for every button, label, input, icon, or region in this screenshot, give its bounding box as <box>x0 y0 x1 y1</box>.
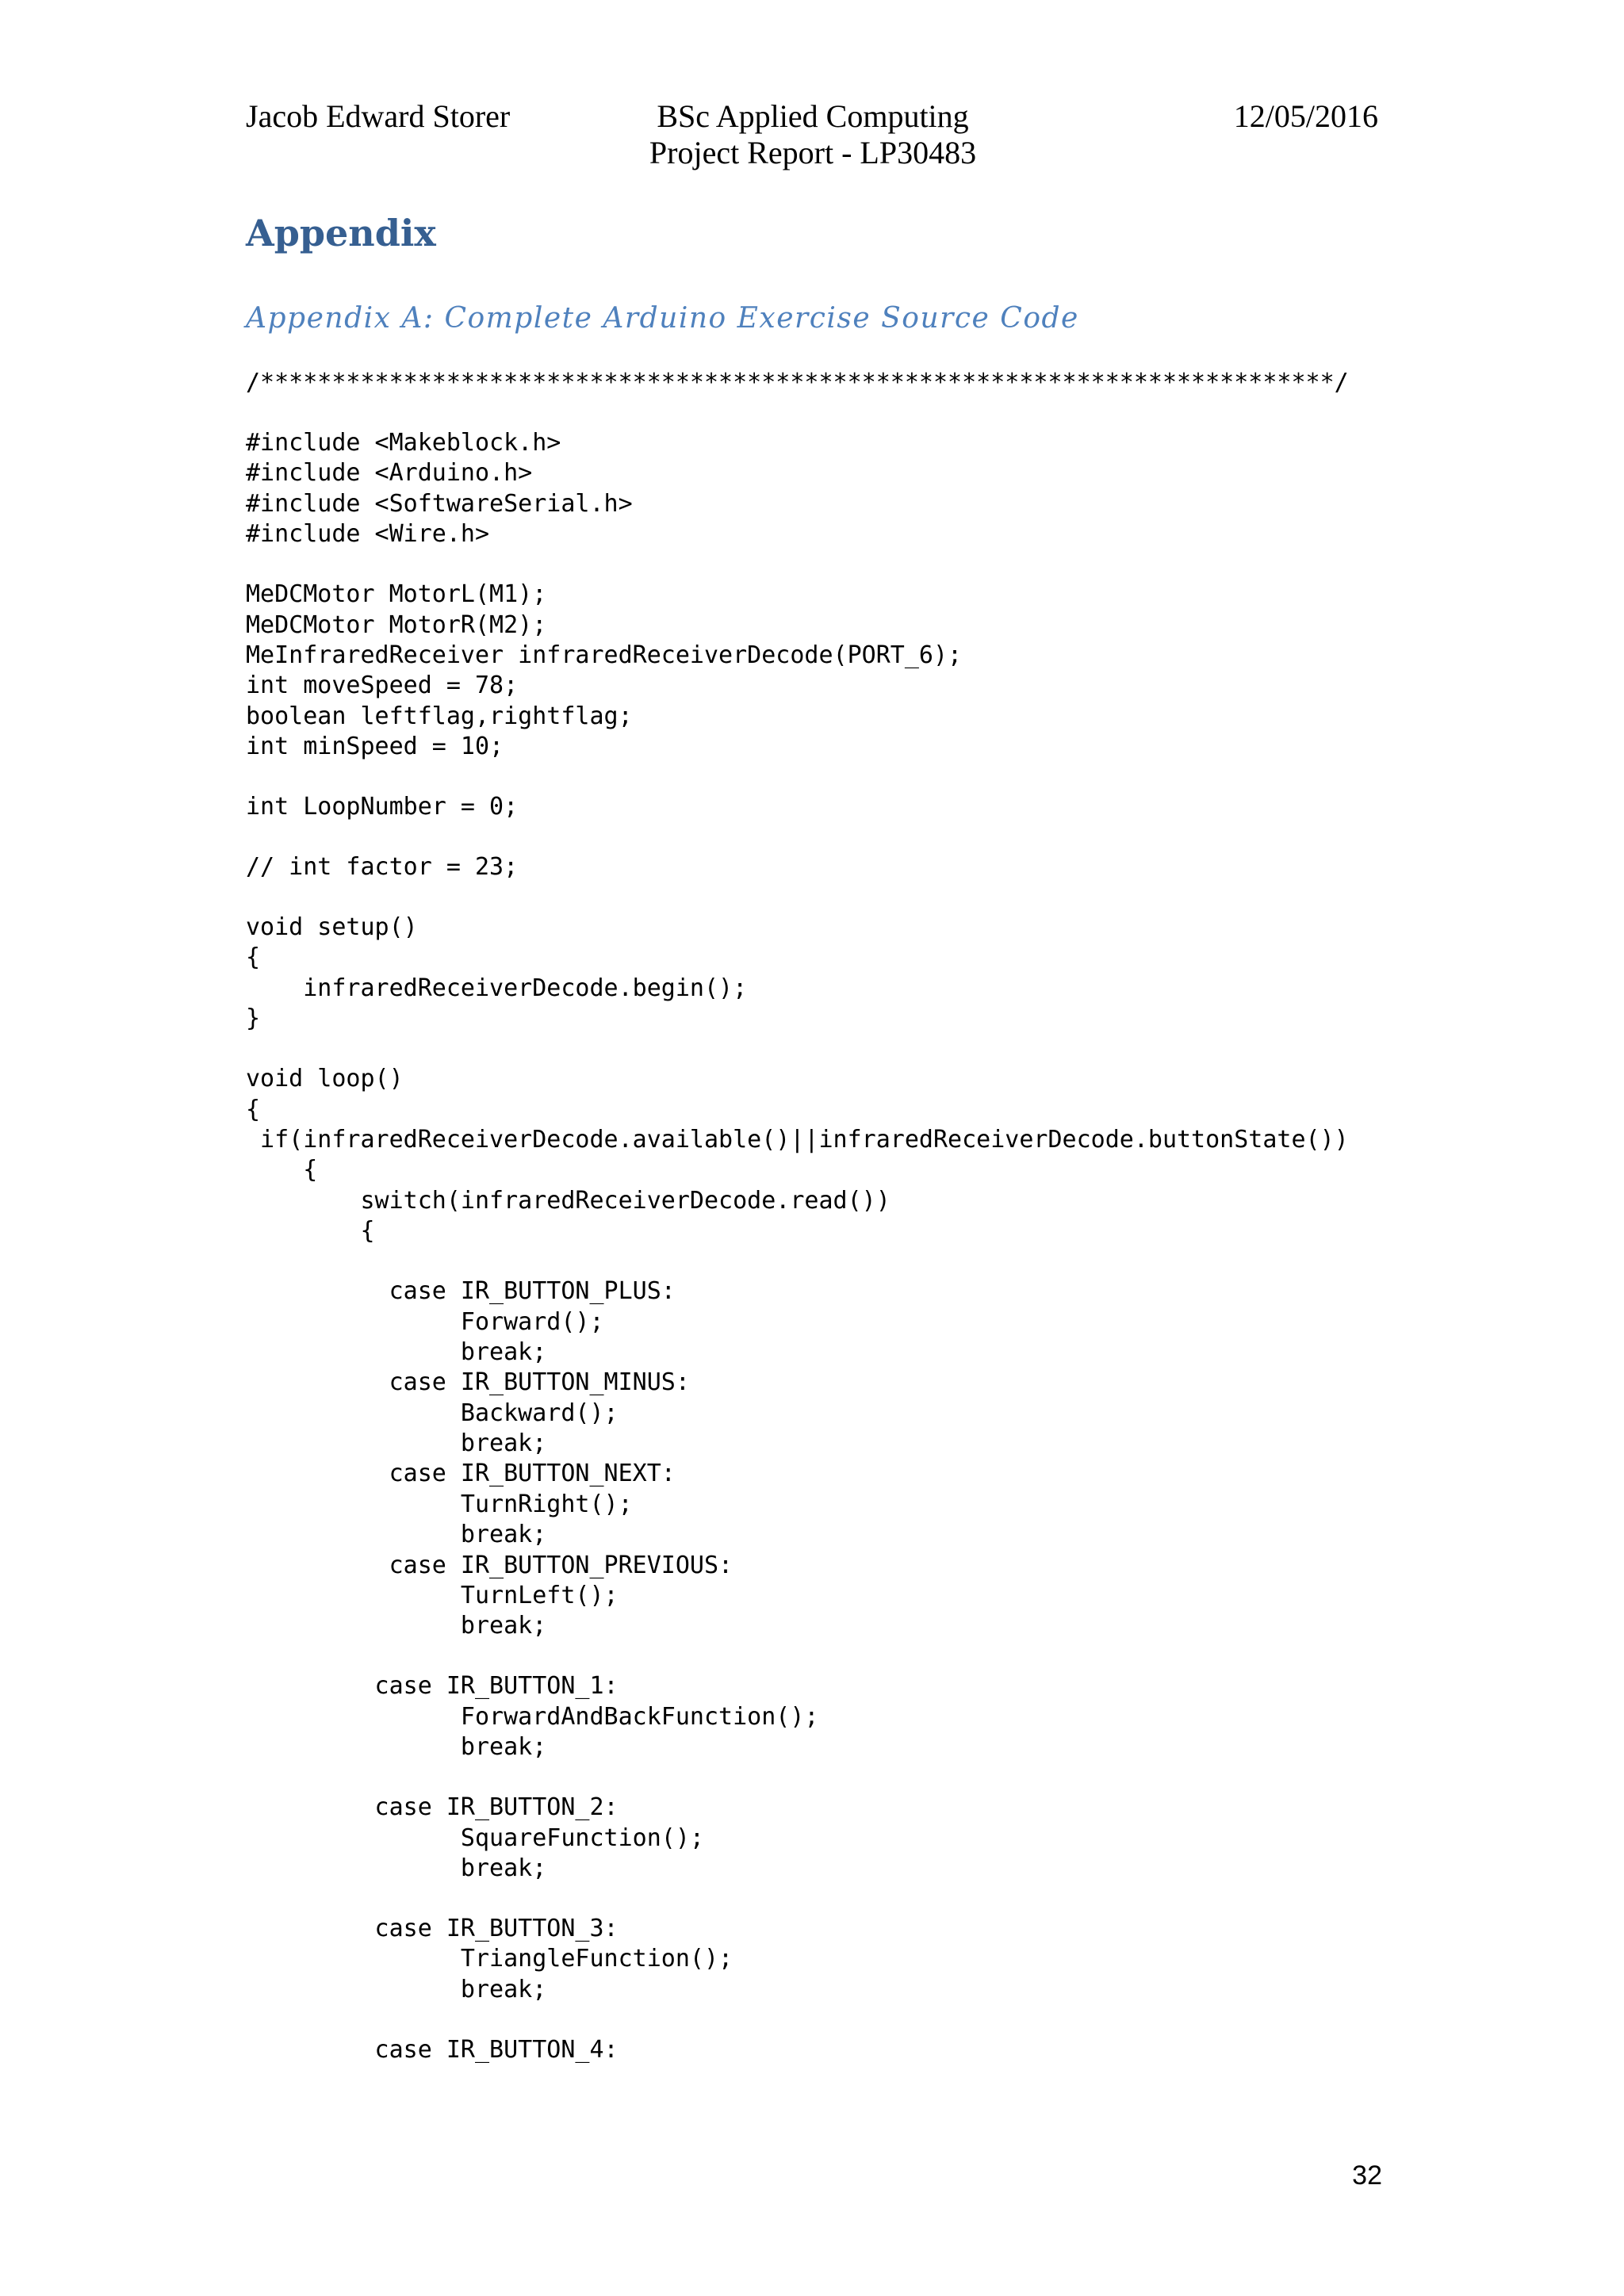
code-line: { <box>246 1217 375 1246</box>
code-line: break; <box>246 1521 547 1549</box>
code-line: boolean leftflag,rightflag; <box>246 702 633 730</box>
code-line: if(infraredReceiverDecode.available()||infraredReceiverDecode.buttonState()) <box>246 1125 1349 1154</box>
header-course-line1: BSc Applied Computing <box>657 98 969 134</box>
code-blank-line <box>246 398 1349 428</box>
code-line: TurnRight(); <box>246 1490 633 1518</box>
code-line: { <box>246 1156 318 1184</box>
code-blank-line <box>246 1035 1349 1065</box>
code-line: #include <Wire.h> <box>246 520 490 549</box>
code-line: ForwardAndBackFunction(); <box>246 1702 819 1731</box>
code-line: // int factor = 23; <box>246 853 519 882</box>
code-line: case IR_BUTTON_3: <box>246 1914 619 1942</box>
code-line: case IR_BUTTON_PREVIOUS: <box>246 1551 733 1579</box>
code-line: } <box>246 1004 261 1033</box>
code-blank-line <box>246 1884 1349 1914</box>
code-line: #include <SoftwareSerial.h> <box>246 489 633 518</box>
code-line: int moveSpeed = 78; <box>246 672 519 700</box>
code-line: int LoopNumber = 0; <box>246 793 519 821</box>
page-number: 32 <box>1352 2160 1382 2191</box>
code-line: break; <box>246 1854 547 1882</box>
section-heading: Appendix <box>246 212 436 254</box>
subsection-heading: Appendix A: Complete Arduino Exercise Source Code <box>246 302 1079 335</box>
code-line: Forward(); <box>246 1307 604 1336</box>
code-line: break; <box>246 1975 547 2003</box>
code-line: Backward(); <box>246 1399 619 1427</box>
code-blank-line <box>246 550 1349 580</box>
code-line: { <box>246 1095 261 1123</box>
code-line: infraredReceiverDecode.begin(); <box>246 974 748 1002</box>
code-line: break; <box>246 1429 547 1458</box>
code-line: /***************************************************************************/ <box>246 369 1349 396</box>
code-line: case IR_BUTTON_4: <box>246 2035 619 2064</box>
code-line: { <box>246 943 261 972</box>
code-line: MeInfraredReceiver infraredReceiverDecode(PORT_6); <box>246 641 963 669</box>
header-course-line2: Project Report - LP30483 <box>649 135 977 170</box>
code-blank-line <box>246 762 1349 792</box>
code-line: break; <box>246 1337 547 1366</box>
code-line: case IR_BUTTON_2: <box>246 1793 619 1822</box>
code-line: break; <box>246 1733 547 1762</box>
code-line: case IR_BUTTON_PLUS: <box>246 1277 676 1306</box>
code-line: #include <Arduino.h> <box>246 459 533 488</box>
code-line: TriangleFunction(); <box>246 1945 733 1973</box>
code-line: #include <Makeblock.h> <box>246 428 561 457</box>
code-line: break; <box>246 1612 547 1640</box>
code-line: case IR_BUTTON_NEXT: <box>246 1460 676 1488</box>
code-line: MeDCMotor MotorL(M1); <box>246 580 547 609</box>
code-line: MeDCMotor MotorR(M2); <box>246 610 547 639</box>
code-line: SquareFunction(); <box>246 1823 704 1852</box>
code-line: void setup() <box>246 913 418 942</box>
code-blank-line <box>246 2005 1349 2035</box>
code-line: case IR_BUTTON_MINUS: <box>246 1368 690 1397</box>
code-line: void loop() <box>246 1065 404 1093</box>
code-line: int minSpeed = 10; <box>246 733 504 761</box>
code-line: case IR_BUTTON_1: <box>246 1672 619 1701</box>
code-blank-line <box>246 882 1349 913</box>
code-blank-line <box>246 1642 1349 1672</box>
code-line: TurnLeft(); <box>246 1582 619 1610</box>
header-course <box>611 98 1015 171</box>
code-blank-line <box>246 1247 1349 1277</box>
code-line: switch(infraredReceiverDecode.read()) <box>246 1186 891 1215</box>
header-date: 12/05/2016 <box>1233 98 1378 134</box>
source-code-block <box>246 368 1349 2065</box>
code-blank-line <box>246 1763 1349 1793</box>
code-blank-line <box>246 822 1349 852</box>
header-author: Jacob Edward Storer <box>246 98 511 134</box>
